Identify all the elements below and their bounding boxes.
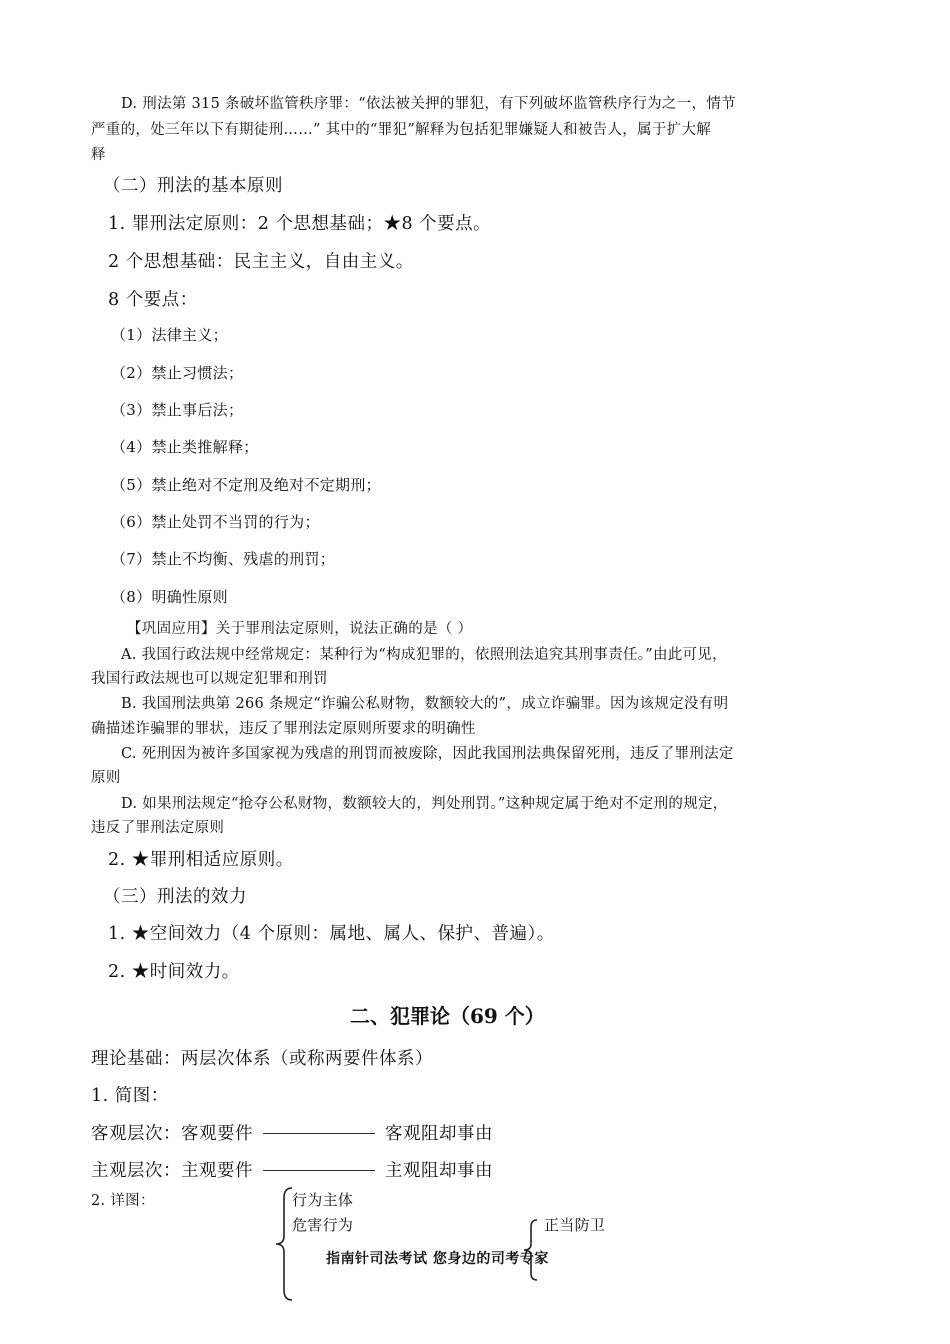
paragraph-d-line-2: 严重的，处三年以下有期徒刑……” 其中的“罪犯”解释为包括犯罪嫌疑人和被告人，属于扩大解 [91, 122, 712, 138]
detail-item: 行为主体 [292, 1191, 354, 1209]
practice-question: 【巩固应用】关于罪刑法定原则，说法正确的是（ ） [127, 621, 473, 637]
point-item: （5）禁止绝对不定刑及绝对不定期刑； [111, 476, 381, 494]
section-basic-principles-title: （二）刑法的基本原则 [103, 176, 283, 196]
option-a-line-1: A. 我国行政法规中经常规定：某种行为“构成犯罪的，依照刑法追究其刑事责任。”由此可见， [121, 647, 727, 663]
watermark-text: 指南针司法考试 您身边的司考专家 [326, 1251, 549, 1267]
option-b-line-1: B. 我国刑法典第 266 条规定“诈骗公私财物，数额较大的”，成立诈骗罪。因为该规定没有明 [121, 696, 729, 712]
objective-right: 客观阻却事由 [385, 1124, 493, 1144]
proportionality-item: 2. ★罪刑相适应原则。 [108, 850, 294, 870]
connector-line [263, 1170, 375, 1171]
connector-line [263, 1133, 375, 1134]
thought-basis-line: 2 个思想基础：民主主义，自由主义。 [108, 252, 414, 272]
detail-right-item: 正当防卫 [544, 1216, 606, 1234]
paragraph-d-line-1: D. 刑法第 315 条破坏监管秩序罪：“依法被关押的罪犯，有下列破坏监管秩序行为之一，情节 [121, 96, 736, 112]
point-item: （1）法律主义； [111, 326, 228, 344]
point-item: （3）禁止事后法； [111, 401, 244, 419]
option-c-line-1: C. 死刑因为被许多国家视为残虐的刑罚而被废除，因此我国刑法典保留死刑，违反了罪刑法定 [121, 746, 734, 762]
objective-row [91, 1120, 493, 1145]
option-c-line-2: 原则 [91, 770, 121, 786]
option-a-line-2: 我国行政法规也可以规定犯罪和刑罚 [91, 671, 328, 687]
section-effect-title: （三）刑法的效力 [103, 887, 247, 907]
option-d-line-2: 违反了罪刑法定原则 [91, 820, 225, 836]
objective-label: 客观层次：客观要件 [91, 1124, 253, 1144]
theory-basis-line: 理论基础：两层次体系（或称两要件体系） [91, 1049, 433, 1069]
subjective-label: 主观层次：主观要件 [91, 1161, 253, 1181]
point-item: （6）禁止处罚不当罚的行为； [111, 513, 320, 531]
point-item: （8）明确性原则 [111, 588, 228, 606]
subjective-row [91, 1157, 493, 1182]
space-effect-item: 1. ★空间效力（4 个原则：属地、属人、保护、普遍）。 [108, 924, 555, 944]
option-d-line-1: D. 如果刑法规定“抢夺公私财物，数额较大的，判处刑罚。”这种规定属于绝对不定刑的规定， [121, 796, 728, 812]
time-effect-item: 2. ★时间效力。 [108, 962, 240, 982]
point-item: （4）禁止类推解释； [111, 438, 259, 456]
option-b-line-2: 确描述诈骗罪的罪状，违反了罪刑法定原则所要求的明确性 [91, 721, 476, 737]
detail-title: 2. 详图： [91, 1193, 155, 1209]
chapter-title: 二、犯罪论（69 个） [350, 1004, 545, 1028]
subjective-right: 主观阻却事由 [385, 1161, 493, 1181]
sketch-title: 1. 简图： [91, 1086, 169, 1106]
paragraph-d-line-3: 释 [91, 147, 106, 163]
principle-legality-item: 1. 罪刑法定原则：2 个思想基础；★8 个要点。 [108, 214, 492, 234]
points-title: 8 个要点： [108, 290, 198, 310]
detail-item: 危害行为 [292, 1216, 354, 1234]
point-item: （2）禁止习惯法； [111, 364, 244, 382]
point-item: （7）禁止不均衡、残虐的刑罚； [111, 550, 336, 568]
